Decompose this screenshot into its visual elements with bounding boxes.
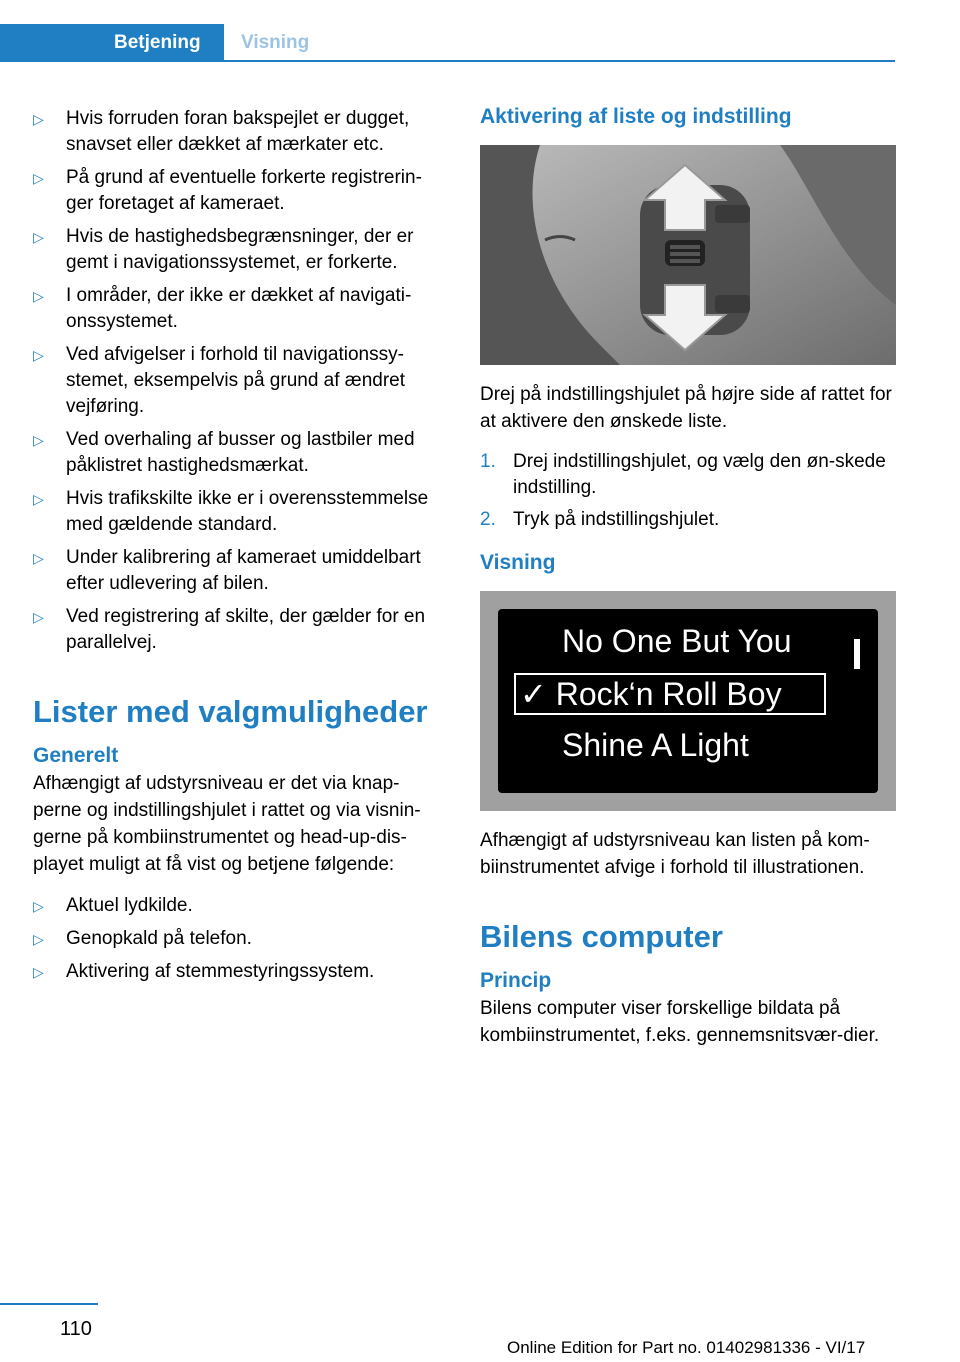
list-item: ▷ Genopkald på telefon. bbox=[33, 925, 447, 952]
display-item: Shine A Light bbox=[562, 727, 749, 763]
display-screen bbox=[498, 609, 878, 793]
principle-paragraph: Bilens computer viser forskellige bildata på kombiinstrumentet, f.eks. gennemsnitsvær-dier. bbox=[480, 998, 880, 1046]
triangle-bullet-icon: ▷ bbox=[33, 898, 44, 914]
condition-list bbox=[33, 105, 447, 656]
triangle-bullet-icon: ▷ bbox=[33, 432, 44, 448]
general-paragraph: Afhængigt af udstyrsniveau er det via knap-perne og indstillingshjulet i rattet og via visnin-gerne på kombiinstrumentet og head-up-dis-playet muligt at få vist og betjene følgende: bbox=[33, 773, 421, 875]
list-item: ▷ Aktivering af stemmestyringssystem. bbox=[33, 958, 447, 985]
triangle-bullet-icon: ▷ bbox=[33, 347, 44, 363]
display-image bbox=[480, 591, 896, 811]
tab-visning[interactable]: Visning bbox=[241, 32, 310, 53]
triangle-bullet-icon: ▷ bbox=[33, 964, 44, 980]
list-item: ▷ Ved registrering af skilte, der gælder for en parallelvej. bbox=[33, 606, 426, 653]
step-item: 1. Drej indstillingshjulet, og vælg den øn-skede indstilling. bbox=[480, 451, 886, 498]
list-item: ▷ Aktuel lydkilde. bbox=[33, 892, 447, 919]
section-title-computer: Bilens computer bbox=[480, 919, 723, 954]
subsection-title-general: Generelt bbox=[33, 744, 119, 767]
list-item: ▷ Hvis de hastighedsbegrænsninger, der er gemt i navigationssystemet, er forkerte. bbox=[33, 226, 414, 273]
display-scrollbar-icon bbox=[854, 639, 860, 669]
triangle-bullet-icon: ▷ bbox=[33, 288, 44, 304]
tab-betjening[interactable]: Betjening bbox=[0, 24, 224, 62]
steering-wheel-image bbox=[480, 145, 896, 365]
subsection-title-principle: Princip bbox=[480, 969, 552, 992]
triangle-bullet-icon: ▷ bbox=[33, 550, 44, 566]
display-title: Visning bbox=[480, 551, 556, 574]
right-column bbox=[480, 105, 896, 1063]
display-paragraph: Afhængigt af udstyrsniveau kan listen på kom-biinstrumentet afvige i forhold til illustrationen. bbox=[480, 830, 870, 878]
step-item: 2. Tryk på indstillingshjulet. bbox=[480, 509, 720, 530]
activation-paragraph: Drej på indstillingshjulet på højre side af rattet for at aktivere den ønskede liste. bbox=[480, 384, 892, 432]
triangle-bullet-icon: ▷ bbox=[33, 111, 44, 127]
triangle-bullet-icon: ▷ bbox=[33, 491, 44, 507]
display-item-selected: ✓ Rock‘n Roll Boy bbox=[520, 676, 782, 712]
triangle-bullet-icon: ▷ bbox=[33, 229, 44, 245]
steps-list bbox=[480, 449, 896, 533]
list-item: ▷ Hvis forruden foran bakspejlet er dugget, snavset eller dækket af mærkater etc. bbox=[33, 108, 410, 155]
left-column bbox=[33, 105, 447, 991]
list-item: ▷ Ved afvigelser i forhold til navigationssy-stemet, eksempelvis på grund af ændret vejføring. bbox=[33, 344, 406, 417]
section-title-lists: Lister med valgmuligheder bbox=[33, 694, 428, 729]
footer-rule bbox=[0, 1303, 98, 1305]
activation-title: Aktivering af liste og indstilling bbox=[480, 105, 792, 128]
list-item: ▷ Under kalibrering af kameraet umiddelbart efter udlevering af bilen. bbox=[33, 547, 421, 594]
list-item: ▷ Ved overhaling af busser og lastbiler med påklistret hastighedsmærkat. bbox=[33, 429, 415, 476]
page-number: 110 bbox=[60, 1318, 92, 1340]
display-item: No One But You bbox=[562, 623, 792, 659]
list-item: ▷ Hvis trafikskilte ikke er i overensstemmelse med gældende standard. bbox=[33, 488, 429, 535]
list-item: ▷ På grund af eventuelle forkerte registrerin-ger foretaget af kameraet. bbox=[33, 167, 422, 214]
edition-note: Online Edition for Part no. 01402981336 - VI/17 bbox=[507, 1338, 866, 1357]
triangle-bullet-icon: ▷ bbox=[33, 931, 44, 947]
triangle-bullet-icon: ▷ bbox=[33, 609, 44, 625]
steering-wheel-illustration bbox=[480, 145, 896, 365]
list-item: ▷ I områder, der ikke er dækket af navigati-onssystemet. bbox=[33, 285, 412, 332]
general-list bbox=[33, 892, 447, 985]
triangle-bullet-icon: ▷ bbox=[33, 170, 44, 186]
